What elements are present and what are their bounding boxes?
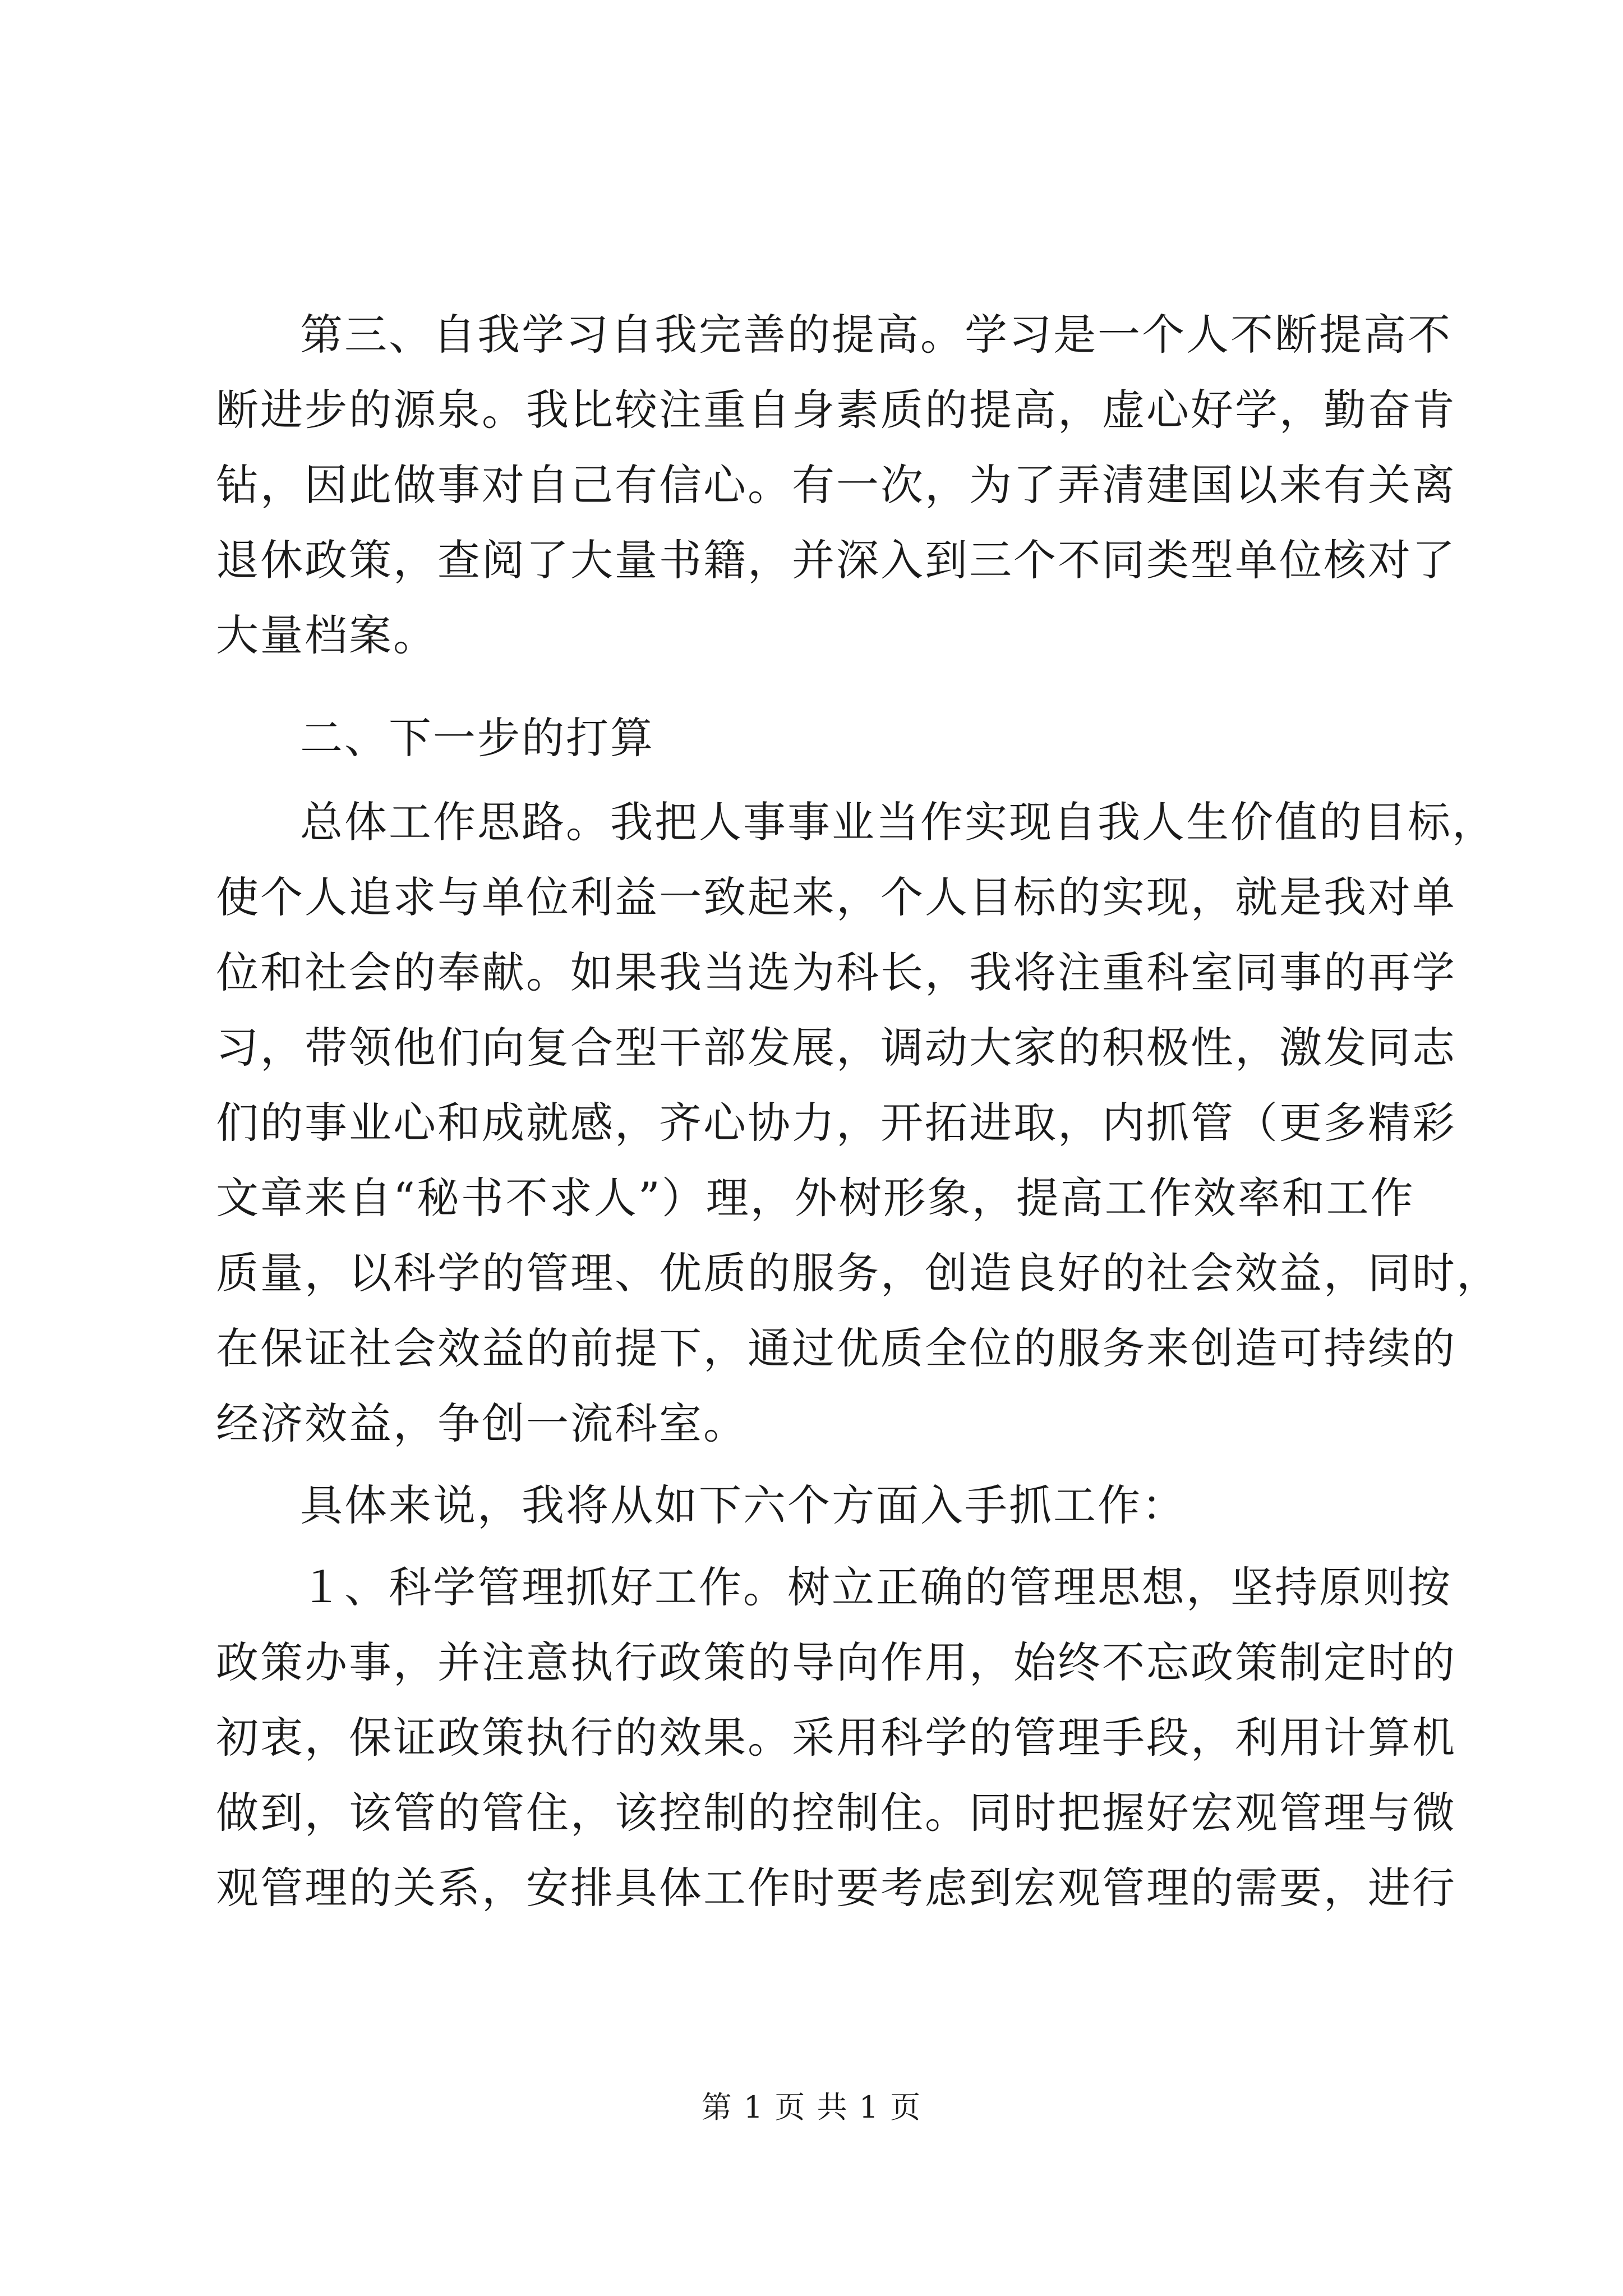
text-line: 们的事业心和成就感，齐心协力，开拓进取，内抓管（更多精彩 <box>216 1098 1456 1148</box>
text-line: 使个人追求与单位利益一致起来，个人目标的实现，就是我对单 <box>216 872 1456 922</box>
text-line: 总体工作思路。我把人事事业当作实现自我人生价值的目标， <box>300 797 1496 847</box>
page-footer: 第 1 页 共 1 页 <box>701 2090 922 2125</box>
text-line: 经济效益，争创一流科室。 <box>216 1398 748 1448</box>
text-line: 初衷，保证政策执行的效果。采用科学的管理手段，利用计算机 <box>216 1713 1456 1763</box>
text-line: 习，带领他们向复合型干部发展，调动大家的积极性，激发同志 <box>216 1023 1456 1073</box>
text-line: 文章来自“秘书不求人”）理，外树形象，提高工作效率和工作 <box>216 1173 1415 1223</box>
text-line: 断进步的源泉。我比较注重自身素质的提高，虚心好学，勤奋肯 <box>216 385 1456 435</box>
text-line: 钻，因此做事对自己有信心。有一次，为了弄清建国以来有关离 <box>216 460 1456 510</box>
list-item-line: １、科学管理抓好工作。树立正确的管理思想，坚持原则按 <box>300 1562 1452 1612</box>
text-line: 具体来说，我将从如下六个方面入手抓工作： <box>300 1480 1186 1530</box>
text-line: 做到，该管的管住，该控制的控制住。同时把握好宏观管理与微 <box>216 1788 1456 1838</box>
text-line: 观管理的关系，安排具体工作时要考虑到宏观管理的需要，进行 <box>216 1863 1456 1913</box>
text-line: 退休政策，查阅了大量书籍，并深入到三个不同类型单位核对了 <box>216 535 1456 585</box>
text-line: 政策办事，并注意执行政策的导向作用，始终不忘政策制定时的 <box>216 1637 1456 1687</box>
text-line: 位和社会的奉献。如果我当选为科长，我将注重科室同事的再学 <box>216 947 1456 997</box>
text-line: 第三、自我学习自我完善的提高。学习是一个人不断提高不 <box>300 310 1452 360</box>
section-heading: 二、下一步的打算 <box>300 713 654 763</box>
text-line: 在保证社会效益的前提下，通过优质全位的服务来创造可持续的 <box>216 1323 1456 1373</box>
text-line: 大量档案。 <box>216 610 437 660</box>
text-line: 质量，以科学的管理、优质的服务，创造良好的社会效益，同时， <box>216 1248 1501 1298</box>
